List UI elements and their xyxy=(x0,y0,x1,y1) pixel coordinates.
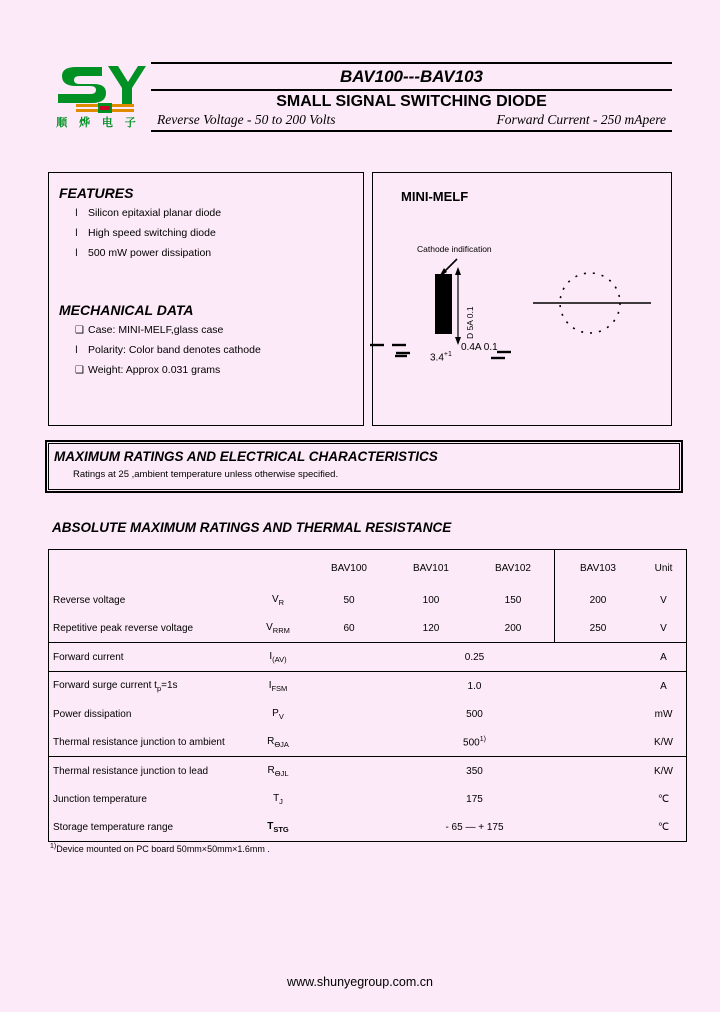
header-unit: Unit xyxy=(654,562,673,574)
length-value: 3.4 xyxy=(430,352,444,364)
symbol-rthja: $R_{ӨJA}$ xyxy=(248,728,308,757)
absolute-maximum-ratings-table xyxy=(48,549,687,842)
param-thermal-resistance-junction-ambient: Thermal resistance junction to ambient xyxy=(49,728,249,757)
symbol-subscript: STG xyxy=(273,824,289,834)
feature-text: High speed switching diode xyxy=(88,227,216,239)
value-text: 500 xyxy=(463,737,480,749)
unit-cell: ℃ xyxy=(657,793,670,805)
unit-cell: K/W xyxy=(641,728,687,757)
bullet-icon: l xyxy=(75,208,78,219)
symbol-subscript: ӨJA xyxy=(274,739,289,749)
table-row xyxy=(49,700,687,728)
symbol-subscript: V xyxy=(278,711,284,721)
logo-chinese-text: 顺 烨 电 子 xyxy=(56,116,140,129)
feature-text: Silicon epitaxial planar diode xyxy=(88,207,222,219)
value-span: 175 xyxy=(466,793,483,805)
list-item xyxy=(75,344,363,357)
website-url: www.shunyegroup.com.cn xyxy=(287,975,433,989)
package-title: MINI-MELF xyxy=(401,189,469,204)
header-symbol xyxy=(248,550,308,587)
max-ratings-banner xyxy=(48,443,680,490)
value-bav102: 200 xyxy=(472,614,555,643)
value-bav100: 60 xyxy=(308,614,390,643)
spec-forward-current: Forward Current - 250 mApere xyxy=(496,112,666,127)
cathode-indification-label: Cathode indification xyxy=(417,244,492,254)
table-header-row xyxy=(49,550,687,587)
value-bav102: 150 xyxy=(504,594,522,606)
max-ratings-subtitle: Ratings at 25 ,ambient temperature unless otherwise specified. xyxy=(73,469,339,480)
table-row xyxy=(49,785,687,813)
bullet-icon: l xyxy=(75,228,78,239)
value-span: 1.0 xyxy=(467,680,482,692)
param-tail: =1s xyxy=(161,679,178,691)
bullet-square-icon: ❑ xyxy=(75,325,84,336)
unit-cell: mW xyxy=(654,708,673,720)
list-item xyxy=(75,247,363,260)
bullet-icon: l xyxy=(75,345,78,356)
unit-cell: V xyxy=(660,594,667,606)
unit-cell: A xyxy=(641,643,687,672)
lead-dimension-label: 0.4A 0.1 xyxy=(461,342,498,353)
symbol-subscript: FSM xyxy=(271,683,288,693)
param-storage-temperature-range: Storage temperature range xyxy=(53,821,174,833)
list-item xyxy=(75,207,363,220)
value-span: 500 xyxy=(466,708,483,720)
symbol-tstg: $T_{STG}$ xyxy=(267,820,289,834)
param-thermal-resistance-junction-lead: Thermal resistance junction to lead xyxy=(53,765,209,777)
page-subtitle: SMALL SIGNAL SWITCHING DIODE xyxy=(276,93,547,110)
header-bav102: BAV102 xyxy=(495,562,531,574)
param-power-dissipation: Power dissipation xyxy=(53,708,132,720)
bullet-square-icon: ❑ xyxy=(75,365,84,376)
param-subscript: p xyxy=(156,683,162,693)
max-ratings-title: MAXIMUM RATINGS AND ELECTRICAL CHARACTERISTICS xyxy=(54,449,438,464)
table-row xyxy=(49,614,687,643)
value-bav103: 200 xyxy=(555,586,642,614)
value-bav100: 50 xyxy=(343,594,355,606)
company-logo xyxy=(48,62,148,140)
table-footnote xyxy=(50,843,270,854)
sy-logo-icon xyxy=(50,62,146,118)
mech-text: Weight: Approx 0.031 grams xyxy=(88,364,221,376)
page-title: BAV100---BAV103 xyxy=(340,67,483,86)
mech-text: Polarity: Color band denotes cathode xyxy=(88,344,261,356)
value-bav101: 100 xyxy=(422,594,440,606)
header-bav101: BAV101 xyxy=(413,562,449,574)
symbol-rthjl: $R_{ӨJL}$ xyxy=(267,764,289,778)
list-item xyxy=(75,364,363,377)
lead-dimension-lines xyxy=(368,337,468,364)
symbol-subscript: R xyxy=(278,597,285,607)
package-outline-drawing xyxy=(373,229,673,419)
list-item xyxy=(75,324,363,337)
symbol-ifsm: $I_{FSM}$ xyxy=(268,679,288,693)
symbol-tj: $T_J$ xyxy=(273,792,283,806)
features-title: FEATURES xyxy=(59,185,134,201)
mech-text: Case: MINI-MELF,glass case xyxy=(88,324,224,336)
value-span xyxy=(308,728,641,757)
symbol-subscript: (AV) xyxy=(272,654,287,664)
diameter-dimension-label: D 5A 0.1 xyxy=(465,306,475,339)
symbol-iav: $I_{(AV)}$ xyxy=(248,643,308,672)
table-row xyxy=(49,672,687,701)
value-span: 0.25 xyxy=(308,643,641,672)
package-box xyxy=(372,172,672,426)
symbol-subscript: RRM xyxy=(272,625,290,635)
unit-cell: ℃ xyxy=(657,821,670,833)
symbol-subscript: J xyxy=(279,796,283,806)
param-forward-surge-current xyxy=(49,672,249,701)
value-span: 350 xyxy=(466,765,483,777)
diameter-dimension-arrows xyxy=(451,267,465,347)
symbol-vrrm: $V_{RRM}$ xyxy=(248,614,308,643)
param-reverse-voltage: Reverse voltage xyxy=(53,594,126,606)
value-bav103: 250 xyxy=(555,614,642,643)
table-row xyxy=(49,643,687,672)
mechanical-data-list xyxy=(75,324,363,377)
header-text-block xyxy=(151,62,672,132)
unit-cell: A xyxy=(660,680,667,692)
absolute-max-heading: ABSOLUTE MAXIMUM RATINGS AND THERMAL RESISTANCE xyxy=(52,520,452,535)
unit-cell: V xyxy=(641,614,687,643)
bullet-icon: l xyxy=(75,248,78,259)
features-list xyxy=(75,207,363,260)
param-junction-temperature: Junction temperature xyxy=(53,793,147,805)
symbol-subscript: ӨJL xyxy=(274,768,289,778)
end-view-drawing xyxy=(533,261,653,351)
param-forward-current: Forward current xyxy=(49,643,249,672)
header-rule-bottom xyxy=(151,130,672,132)
value-bav101: 120 xyxy=(390,614,472,643)
page-header xyxy=(48,62,672,140)
list-item xyxy=(75,227,363,240)
param-text: Forward surge current t xyxy=(53,679,157,691)
table-row xyxy=(49,813,687,842)
symbol-vr: $V_R$ xyxy=(271,593,285,607)
mechanical-data-title: MECHANICAL DATA xyxy=(59,302,194,318)
param-repetitive-peak-reverse-voltage: Repetitive peak reverse voltage xyxy=(49,614,249,643)
value-footnote-marker: 1) xyxy=(479,735,486,743)
value-span: - 65 — + 175 xyxy=(445,821,504,833)
length-tolerance: +1 xyxy=(443,351,452,358)
table-row xyxy=(49,757,687,786)
unit-cell: K/W xyxy=(654,765,673,777)
spec-reverse-voltage: Reverse Voltage - 50 to 200 Volts xyxy=(157,112,336,127)
symbol-pv: $P_V$ xyxy=(272,707,284,721)
footnote-marker: 1) xyxy=(50,843,57,850)
features-box xyxy=(48,172,364,426)
feature-text: 500 mW power dissipation xyxy=(88,247,212,259)
table-row xyxy=(49,728,687,757)
header-param xyxy=(49,550,249,587)
table-row xyxy=(49,586,687,614)
header-bav103: BAV103 xyxy=(555,550,642,587)
footnote-text: Device mounted on PC board 50mm×50mm×1.6mm . xyxy=(56,844,270,854)
header-bav100: BAV100 xyxy=(331,562,367,574)
